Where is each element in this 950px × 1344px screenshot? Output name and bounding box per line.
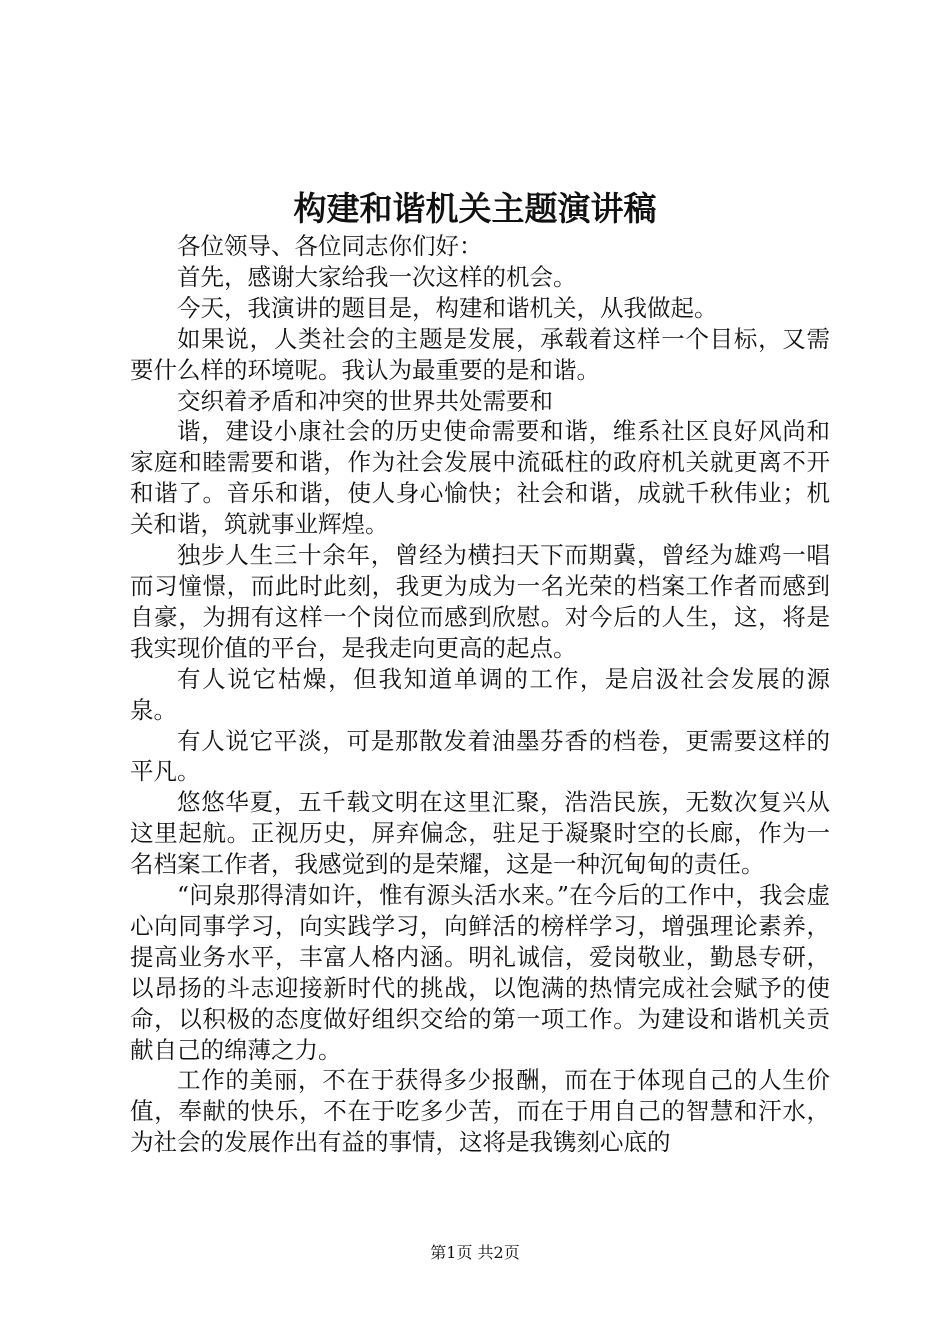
paragraph-commitment: “问泉那得清如许，惟有源头活水来。”在今后的工作中，我会虚心向同事学习，向实践学习，向鲜活的榜样学习，增强理论素养，提高业务水平，丰富人格内涵。明礼诚信，爱岗敬业，勤恳专研，以昂扬的斗志迎接新时代的挑战，以饱满的热情完成社会赋予的使命，以积极的态度做好组织交给的第一项工作。为建设和谐机关贡献自己的绵薄之力。 bbox=[130, 881, 830, 1064]
paragraph-thanks: 首先，感谢大家给我一次这样的机会。 bbox=[177, 262, 577, 291]
paragraph-harmony-intro: 如果说，人类社会的主题是发展，承载着这样一个目标，又需要什么样的环境呢。我认为最重要的是和谐。 bbox=[130, 324, 830, 384]
paragraph-world-harmony: 交织着矛盾和冲突的世界共处需要和 bbox=[177, 386, 553, 415]
paragraph-history: 悠悠华夏，五千载文明在这里汇聚，浩浩民族，无数次复兴从这里起航。正视历史，屏弃偏念，驻足于凝聚时空的长廊，作为一名档案工作者，我感觉到的是荣耀，这是一种沉甸甸的责任。 bbox=[130, 788, 830, 879]
document-title: 构建和谐机关主题演讲稿 bbox=[293, 189, 657, 228]
paragraph-topic: 今天，我演讲的题目是，构建和谐机关，从我做起。 bbox=[177, 293, 718, 322]
paragraph-harmony-needs: 谐，建设小康社会的历史使命需要和谐，维系社区良好风尚和家庭和睦需要和谐，作为社会发展中流砥柱的政府机关就更离不开和谐了。音乐和谐，使人身心愉快；社会和谐，成就千秋伟业；机关和谐，筑就事业辉煌。 bbox=[130, 417, 830, 539]
paragraph-personal-journey: 独步人生三十余年，曾经为横扫天下而期冀，曾经为雄鸡一唱而习憧憬，而此时此刻，我更为成为一名光荣的档案工作者而感到自豪，为拥有这样一个岗位而感到欣慰。对今后的人生，这，将是我实现价值的平台，是我走向更高的起点。 bbox=[130, 541, 830, 662]
paragraph-greeting: 各位领导、各位同志你们好： bbox=[177, 232, 483, 260]
paragraph-boring-work: 有人说它枯燥，但我知道单调的工作，是启汲社会发展的源泉。 bbox=[130, 664, 830, 724]
document-body bbox=[130, 231, 830, 1158]
paragraph-beauty-of-work: 工作的美丽，不在于获得多少报酬，而在于体现自己的人生价值，奉献的快乐，不在于吃多少苦，而在于用自己的智慧和汗水，为社会的发展作出有益的事情，这将是我镌刻心底的 bbox=[130, 1066, 830, 1157]
paragraph-plain-work: 有人说它平淡，可是那散发着油墨芬香的档卷，更需要这样的平凡。 bbox=[130, 726, 830, 786]
page-footer: 第1页 共2页 bbox=[430, 1243, 520, 1262]
